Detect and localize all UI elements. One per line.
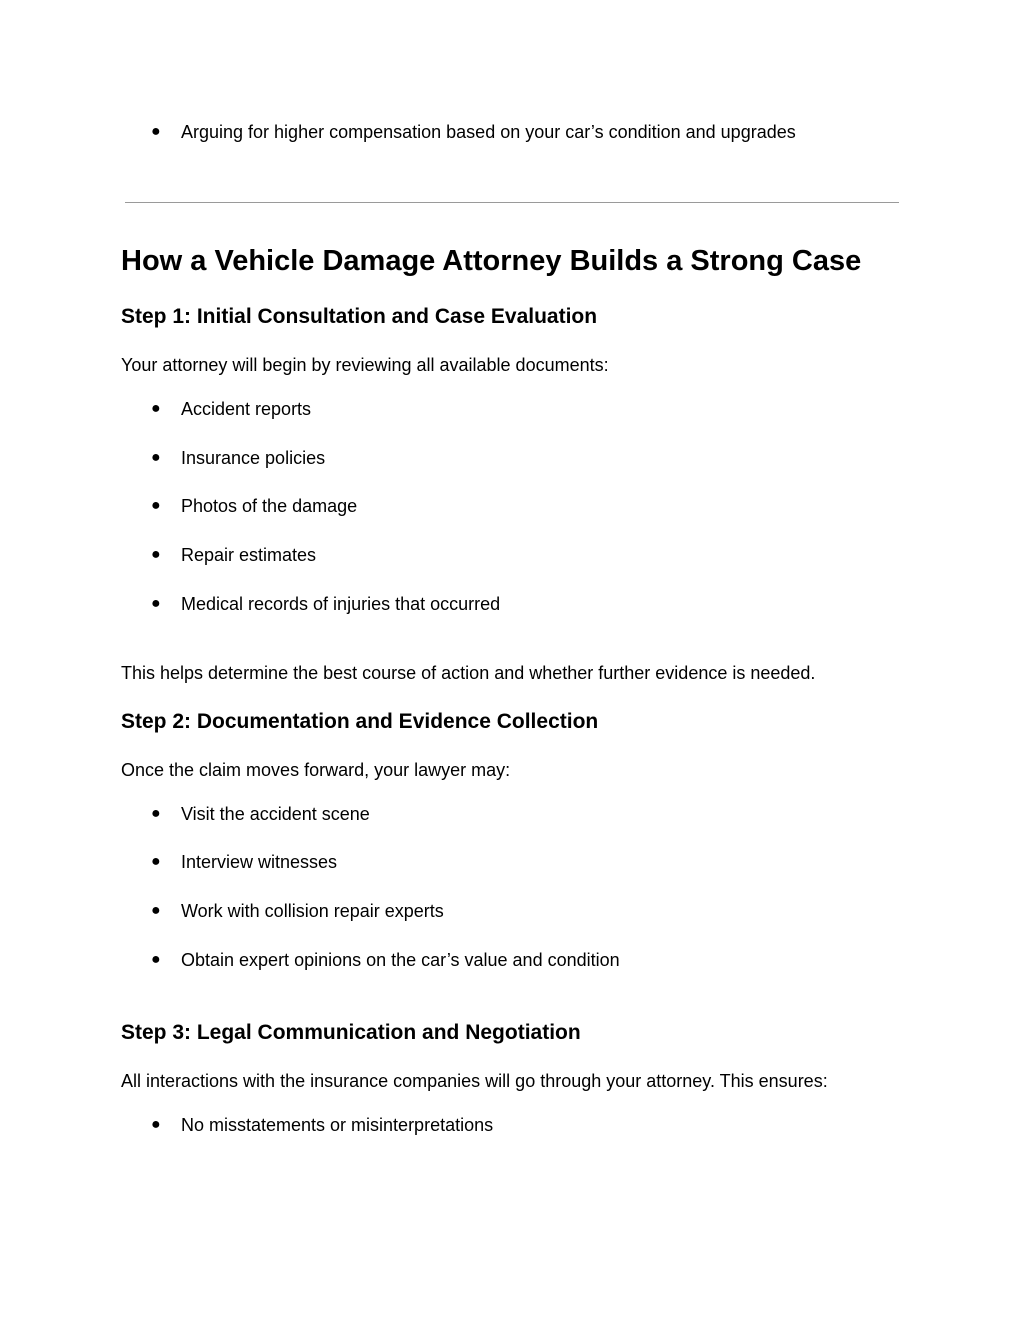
bullet-icon: ● xyxy=(151,951,161,968)
step1-intro: Your attorney will begin by reviewing all available documents: xyxy=(121,355,609,375)
bullet-icon: ● xyxy=(151,595,161,612)
step1-heading: Step 1: Initial Consultation and Case Evaluation xyxy=(121,305,598,328)
list-item-text: Insurance policies xyxy=(181,448,326,468)
bullet-icon: ● xyxy=(151,853,161,870)
list-item-text: Medical records of injuries that occurred xyxy=(181,594,501,614)
bullet-icon: ● xyxy=(151,902,161,919)
horizontal-divider xyxy=(125,202,899,203)
bullet-icon: ● xyxy=(151,123,161,140)
list-item-text: Repair estimates xyxy=(181,545,317,565)
list-item-text: Work with collision repair experts xyxy=(181,901,444,921)
bullet-icon: ● xyxy=(151,497,161,514)
list-item-text: Accident reports xyxy=(181,399,312,419)
bullet-icon: ● xyxy=(151,546,161,563)
list-item-text: Visit the accident scene xyxy=(181,804,370,824)
step1-outro: This helps determine the best course of action and whether further evidence is needed. xyxy=(121,663,816,683)
list-item-text: Photos of the damage xyxy=(181,496,358,516)
step2-intro: Once the claim moves forward, your lawyer may: xyxy=(121,760,511,780)
step2-heading: Step 2: Documentation and Evidence Collection xyxy=(121,710,599,733)
bullet-icon: ● xyxy=(151,400,161,417)
list-item-text: Interview witnesses xyxy=(181,852,338,872)
list-item-text: Arguing for higher compensation based on your car’s condition and upgrades xyxy=(181,122,796,142)
bullet-icon: ● xyxy=(151,449,161,466)
step3-intro: All interactions with the insurance companies will go through your attorney. This ensures: xyxy=(121,1071,828,1091)
step3-heading: Step 3: Legal Communication and Negotiation xyxy=(121,1021,581,1044)
bullet-icon: ● xyxy=(151,1116,161,1133)
list-item-text: No misstatements or misinterpretations xyxy=(181,1115,494,1135)
bullet-icon: ● xyxy=(151,805,161,822)
page-title: How a Vehicle Damage Attorney Builds a Strong Case xyxy=(121,245,862,277)
list-item-text: Obtain expert opinions on the car’s value and condition xyxy=(181,950,620,970)
